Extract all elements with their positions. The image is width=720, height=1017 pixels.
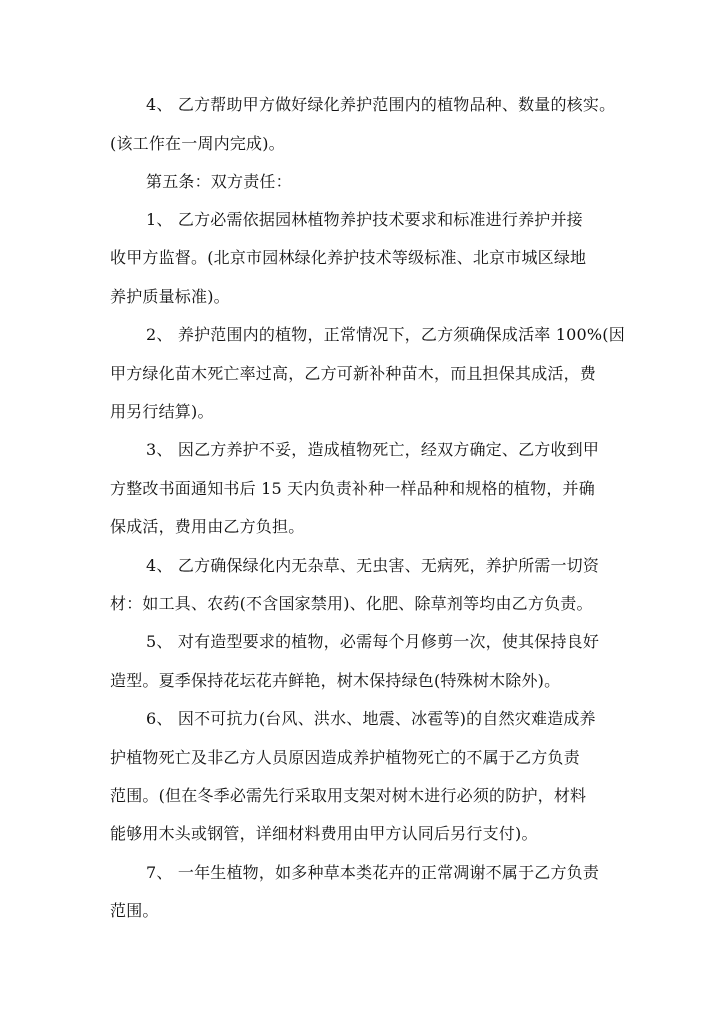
responsibility-4-line-1: 4、 乙方确保绿化内无杂草、无虫害、无病死，养护所需一切资 — [146, 556, 600, 575]
responsibility-5-line-1: 5、 对有造型要求的植物，必需每个月修剪一次，使其保持良好 — [146, 632, 600, 651]
responsibility-5-line-2: 造型。夏季保持花坛花卉鲜艳，树木保持绿色(特殊树木除外)。 — [110, 671, 561, 690]
responsibility-1-line-2: 收甲方监督。(北京市园林绿化养护技术等级标准、北京市城区绿地 — [110, 248, 587, 267]
responsibility-2-line-3: 用另行结算)。 — [110, 402, 214, 421]
responsibility-6-line-4: 能够用木头或钢管，详细材料费用由甲方认同后另行支付)。 — [110, 824, 538, 843]
responsibility-2-line-1: 2、 养护范围内的植物，正常情况下，乙方须确保成活率 100%(因 — [146, 325, 625, 344]
responsibility-6-line-3: 范围。(但在冬季必需先行采取用支架对树木进行必须的防护，材料 — [110, 786, 587, 805]
responsibility-6-line-2: 护植物死亡及非乙方人员原因造成养护植物死亡的不属于乙方负责 — [110, 748, 580, 767]
responsibility-4-line-2: 材：如工具、农药(不含国家禁用)、化肥、除草剂等均由乙方负责。 — [110, 594, 593, 613]
responsibility-3-line-3: 保成活，费用由乙方负担。 — [110, 517, 305, 536]
article-five-heading: 第五条：双方责任： — [146, 172, 292, 191]
clause-4-line-2: (该工作在一周内完成)。 — [110, 134, 285, 153]
responsibility-7-line-1: 7、 一年生植物，如多种草本类花卉的正常凋谢不属于乙方负责 — [146, 863, 600, 882]
responsibility-3-line-2: 方整改书面通知书后 15 天内负责补种一样品种和规格的植物，并确 — [110, 479, 595, 498]
responsibility-2-line-2: 甲方绿化苗木死亡率过高，乙方可新补种苗木，而且担保其成活，费 — [110, 364, 597, 383]
responsibility-1-line-3: 养护质量标准)。 — [110, 287, 230, 306]
responsibility-1-line-1: 1、 乙方必需依据园林植物养护技术要求和标准进行养护并接 — [146, 210, 583, 229]
responsibility-7-line-2: 范围。 — [110, 901, 159, 920]
responsibility-3-line-1: 3、 因乙方养护不妥，造成植物死亡，经双方确定、乙方收到甲 — [146, 440, 600, 459]
clause-4-line-1: 4、 乙方帮助甲方做好绿化养护范围内的植物品种、数量的核实。 — [146, 95, 616, 114]
responsibility-6-line-1: 6、 因不可抗力(台风、洪水、地震、冰雹等)的自然灾难造成养 — [146, 709, 596, 728]
